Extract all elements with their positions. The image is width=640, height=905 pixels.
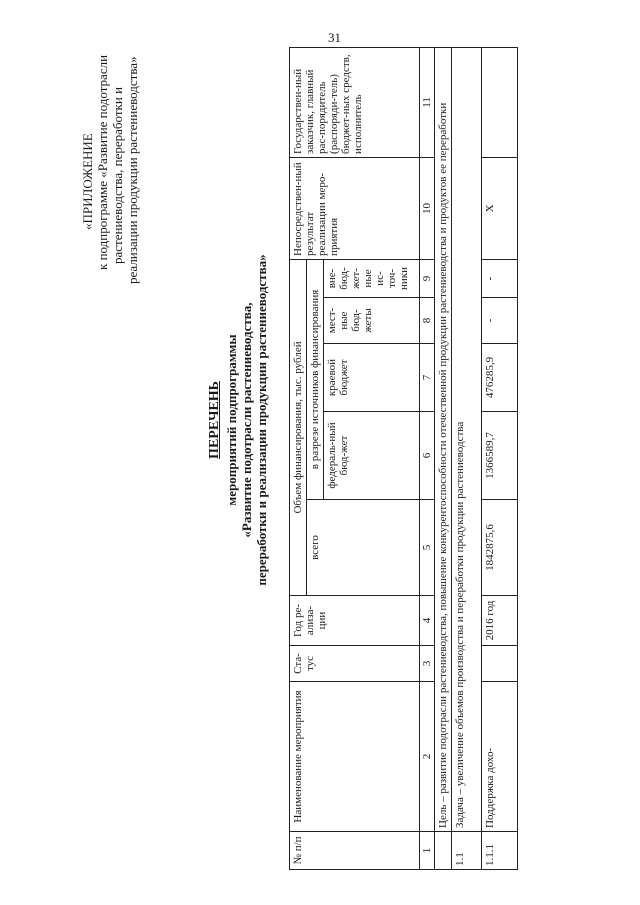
col-number: 6 — [420, 412, 435, 500]
goal-num-cell — [435, 832, 452, 870]
header-num: № п/п — [290, 832, 420, 870]
row-num: 1.1.1 — [482, 832, 518, 870]
header-local: мест-ные бюд-жеты — [324, 298, 420, 344]
col-number: 4 — [420, 596, 435, 646]
appendix-line-2: растениеводства, переработки и — [110, 86, 125, 264]
header-result: Непосредствен-ный результат реализации меро-приятия — [290, 157, 420, 259]
task-row — [452, 47, 482, 869]
task-num: 1.1 — [452, 832, 482, 870]
header-federal: федераль-ный бюд-жет — [324, 412, 420, 500]
appendix-line-1: к подпрограмме «Развитие подотрасли — [95, 54, 110, 270]
header-row-1 — [290, 47, 307, 869]
rotated-sheet — [50, 30, 640, 870]
column-number-row — [420, 47, 435, 869]
appendix-title: «ПРИЛОЖЕНИЕ — [80, 133, 95, 230]
col-number: 11 — [420, 47, 435, 157]
row-name: Поддержка дохо- — [482, 682, 518, 832]
appendix-line-3: реализации продукции растениеводства» — [125, 56, 140, 284]
header-by-source: в разрезе источников финансирования — [307, 259, 324, 499]
col-number: 8 — [420, 298, 435, 344]
table-row — [482, 47, 518, 869]
col-number: 7 — [420, 344, 435, 412]
row-regional: 476285,9 — [482, 344, 518, 412]
goal-row — [435, 47, 452, 869]
goal-text: Цель – развитие подотрасли растениеводства, повышение конкурентоспособности отечественной продукции растениеводства и продуктов ее переработки — [435, 47, 452, 831]
page-number: 31 — [328, 30, 341, 45]
header-regional: краевой бюджет — [324, 344, 420, 412]
row-federal: 1366589,7 — [482, 412, 518, 500]
col-number: 9 — [420, 259, 435, 297]
task-text: Задача – увеличение объемов производства и переработки продукции растениеводства — [452, 47, 482, 831]
measures-table — [289, 47, 518, 870]
header-customer: Государствен-ный заказчик, главный рас-порядитель (распоряди-тель) бюджет-ных средств, исполнитель — [290, 47, 420, 157]
col-number: 1 — [420, 832, 435, 870]
list-title: ПЕРЕЧЕНЬ — [207, 381, 222, 459]
row-extra: - — [482, 259, 518, 297]
row-total: 1842875,6 — [482, 500, 518, 596]
header-year: Год ре-ализа-ции — [290, 596, 420, 646]
row-local: - — [482, 298, 518, 344]
list-subtitle-3: переработки и реализации продукции растениеводства» — [254, 254, 269, 586]
col-number: 10 — [420, 157, 435, 259]
col-number: 2 — [420, 682, 435, 832]
list-subtitle-2: «Развитие подотрасли растениеводства, — [239, 302, 254, 538]
row-status — [482, 646, 518, 682]
row-year: 2016 год — [482, 596, 518, 646]
col-number: 3 — [420, 646, 435, 682]
header-funding: Объем финансирования, тыс. рублей — [290, 259, 307, 595]
header-name: Наименование мероприятия — [290, 682, 420, 832]
row-result: Х — [482, 157, 518, 259]
header-total: всего — [307, 500, 420, 596]
list-subtitle-1: мероприятий подпрограммы — [224, 334, 239, 506]
row-customer — [482, 47, 518, 157]
col-number: 5 — [420, 500, 435, 596]
header-extra: вне-бюд-жет-ные ис-точ-ники — [324, 259, 420, 297]
header-status: Ста-тус — [290, 646, 420, 682]
